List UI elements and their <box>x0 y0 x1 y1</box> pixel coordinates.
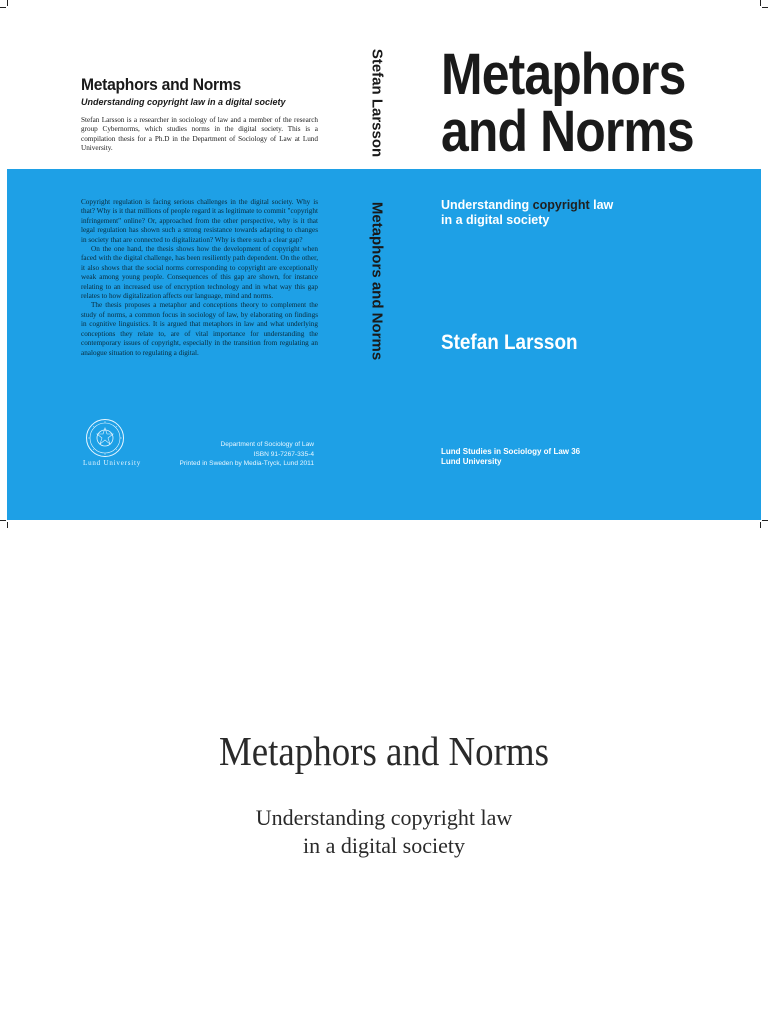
front-cover-author: Stefan Larsson <box>441 331 578 354</box>
blurb-paragraph: Copyright regulation is facing serious challenges in the digital society. Why is that? Why is it that millions of people regard it as legitimate to commit "copyright infringement" online? Or, approached from the other perspective, why is it that legal regulation has shown such a strong resistance towards adapting to changes in society that are connected to digitalization? Why is there such a clear gap? <box>81 198 318 244</box>
crop-mark <box>7 0 8 6</box>
front-cover-title <box>441 42 694 164</box>
crop-mark <box>762 520 768 521</box>
author-bio: Stefan Larsson is a researcher in sociology of law and a member of the research group Cybernorms, which studies norms in the digital society. This is a compilation thesis for a Ph.D in the Department of Sociology of Law at Lund University. <box>81 116 318 153</box>
spine-title: Metaphors and Norms <box>368 201 386 360</box>
back-cover-blurb <box>81 198 318 358</box>
blurb-paragraph: On the one hand, the thesis shows how the development of copyright when faced with the digital challenge, has been resiliently path dependent. On the other, it also shows that the social norms corresponding to copyright are exceptionally weak among young people. Consequences of this gap are shown, for instance relating to an increased use of encryption technology and in what way this gap relates to how digitalization affects our language, mind and norms. <box>81 245 318 301</box>
title-page-title: Metaphors and Norms <box>218 728 549 774</box>
crop-mark <box>0 7 6 8</box>
front-title-line: and Norms <box>441 99 694 164</box>
front-title-line: Metaphors <box>441 42 686 107</box>
blurb-paragraph: The thesis proposes a metaphor and conceptions theory to complement the study of norms, a common focus in sociology of law, by elaborating on findings in cognitive linguistics. It is argued that metaphors in law and what underlying conceptions they relate to, are of vital importance for understanding the contemporary issues of copyright, especially in the transition from regulating an analogue situation to regulating a digital. <box>81 301 318 357</box>
crop-mark <box>760 0 761 6</box>
crop-mark <box>7 522 8 528</box>
university-seal-icon <box>85 418 125 458</box>
crop-mark <box>762 7 768 8</box>
front-cover-subtitle: Understanding copyright law in a digital society <box>441 198 614 227</box>
crop-mark <box>0 520 6 521</box>
imprint-block <box>157 440 314 469</box>
title-page-subtitle: Understanding copyright law in a digital society <box>255 805 513 858</box>
imprint-isbn: ISBN 91-7267-335-4 <box>253 450 314 458</box>
spine-author: Stefan Larsson <box>368 48 386 158</box>
university-name: Lund University <box>83 459 142 467</box>
back-cover-subtitle: Understanding copyright law in a digital society <box>81 97 286 107</box>
crop-mark <box>760 522 761 528</box>
subtitle-highlight: copyright <box>532 198 590 212</box>
series-info: Lund Studies in Sociology of Law 36 Lund University <box>441 447 581 466</box>
book-cover-spread <box>7 8 761 520</box>
imprint-printer: Printed in Sweden by Media-Tryck, Lund 2011 <box>179 460 314 467</box>
back-cover-title: Metaphors and Norms <box>81 75 241 94</box>
imprint-department: Department of Sociology of Law <box>220 441 314 448</box>
